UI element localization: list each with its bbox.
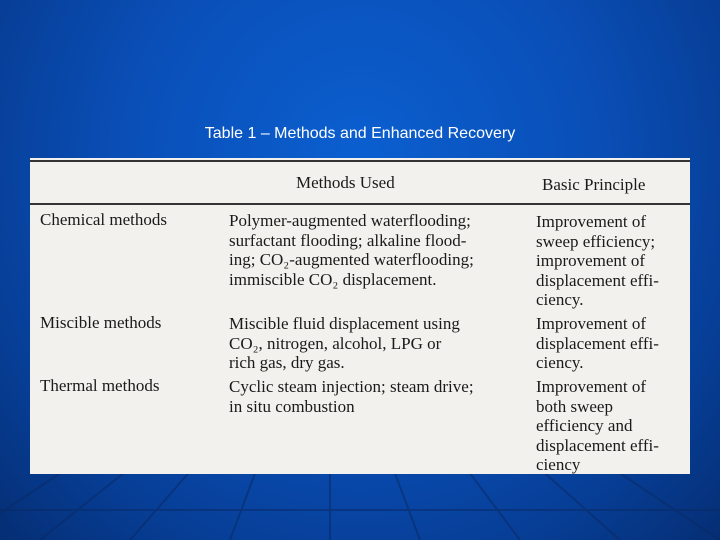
row-thermal-methods: Cyclic steam injection; steam drive; in situ combustion [229, 377, 474, 416]
header-methods-used: Methods Used [296, 173, 395, 192]
row-chemical-methods: Polymer-augmented waterflooding; surfactant flooding; alkaline flood- ing; CO₂-augmented waterflooding; immiscible CO₂ displacement. [229, 211, 474, 289]
methods-table [30, 158, 690, 474]
header-basic-principle: Basic Principle [542, 175, 646, 194]
row-thermal-principle: Improvement of both sweep efficiency and displacement effi- ciency [536, 377, 659, 474]
row-miscible-principle: Improvement of displacement effi- ciency. [536, 314, 659, 372]
row-thermal-category: Thermal methods [40, 376, 160, 395]
table-caption: Table 1 – Methods and Enhanced Recovery [204, 125, 516, 142]
row-miscible-methods: Miscible fluid displacement using CO₂, nitrogen, alcohol, LPG or rich gas, dry gas. [229, 314, 460, 372]
header-rule [30, 203, 690, 205]
row-chemical-category: Chemical methods [40, 210, 168, 229]
row-chemical-principle: Improvement of sweep efficiency; improvement of displacement effi- ciency. [536, 212, 659, 309]
table-top-rule [30, 160, 690, 162]
row-miscible-category: Miscible methods [40, 313, 162, 332]
